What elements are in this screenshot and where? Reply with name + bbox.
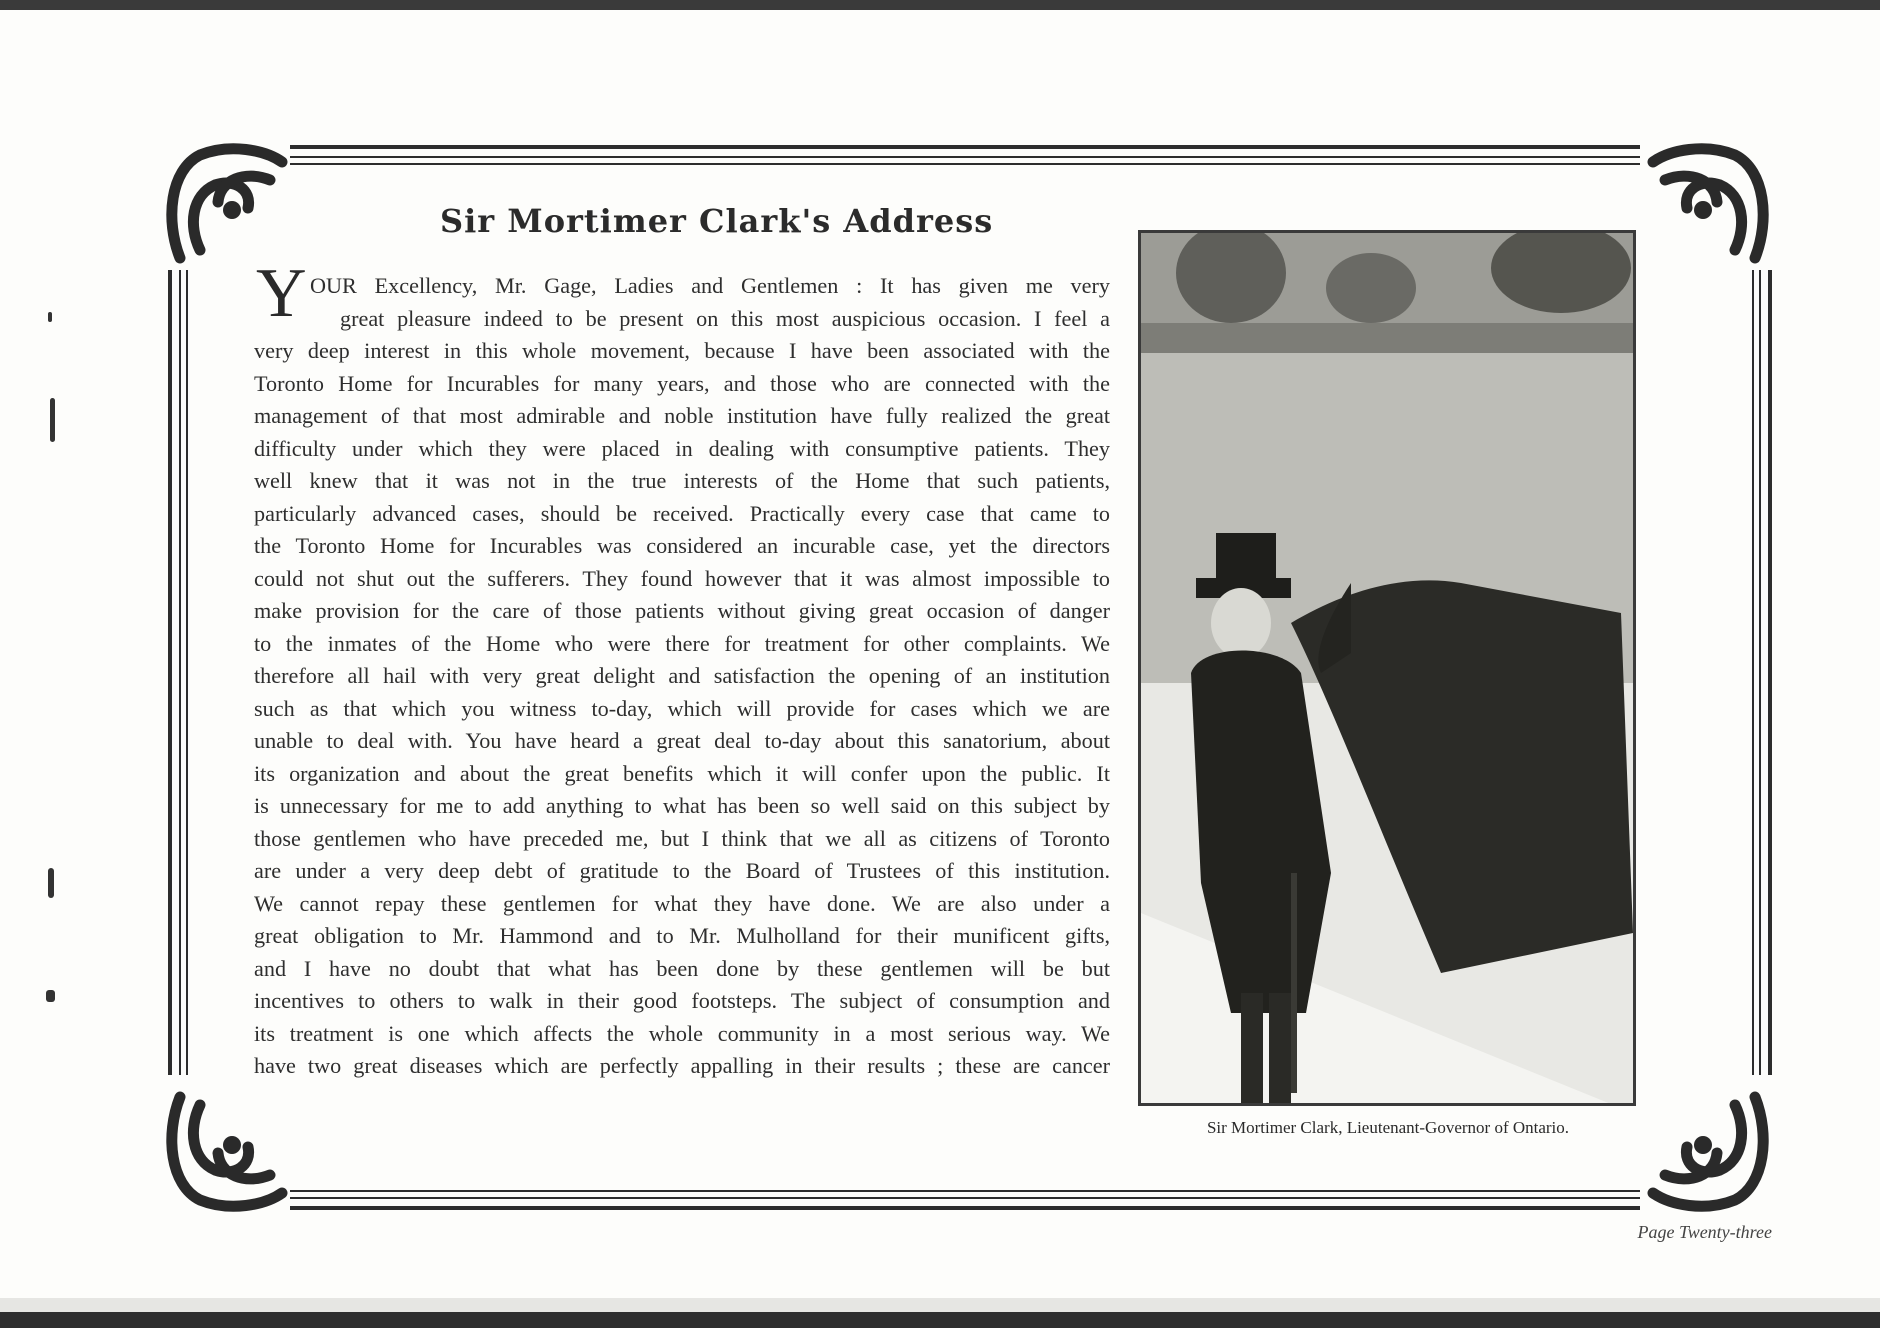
text-line: We cannot repay these gentlemen for what they have done. We are also under a <box>254 890 1110 916</box>
text-line: great obligation to Mr. Hammond and to Mr. Mulholland for their munificent gifts, <box>254 923 1110 948</box>
text-line: management of that most admirable and noble institution have fully realized the great <box>254 403 1110 428</box>
text-line: the Toronto Home for Incurables was considered an incurable case, yet the directors <box>254 533 1110 558</box>
text-line: are under a very deep debt of gratitude to the Board of Trustees of this institution. <box>254 858 1110 883</box>
text-line: well knew that it was not in the true interests of the Home that such patients, <box>254 468 1110 493</box>
address-body <box>254 270 1110 1083</box>
photo-caption: Sir Mortimer Clark, Lieutenant-Governor of Ontario. <box>1206 1118 1570 1137</box>
text-line: such as that which you witness to-day, which will provide for cases which we are <box>254 695 1110 721</box>
text-line: great pleasure indeed to be present on this most auspicious occasion. I feel a <box>340 305 1110 331</box>
text-line: and I have no doubt that what has been done by these gentlemen will be but <box>254 955 1110 981</box>
text-line: difficulty under which they were placed in dealing with consumptive patients. They <box>254 435 1110 461</box>
corner-ornament-icon <box>1645 1085 1775 1215</box>
photo-scene-icon <box>1141 233 1633 1103</box>
text-line: make provision for the care of those patients without giving great occasion of danger <box>254 598 1110 623</box>
text-line: therefore all hail with very great delight and satisfaction the opening of an institution <box>254 663 1110 688</box>
corner-ornament-icon <box>160 1085 290 1215</box>
page-number: Page Twenty-three <box>1637 1222 1772 1242</box>
page-title: Sir Mortimer Clark's Address <box>440 202 994 240</box>
text-line: to the inmates of the Home who were there for treatment for other complaints. We <box>254 630 1110 656</box>
text-line: could not shut out the sufferers. They found however that it was almost impossible to <box>254 565 1110 591</box>
corner-ornament-icon <box>160 140 290 270</box>
corner-ornament-icon <box>1645 140 1775 270</box>
text-line: particularly advanced cases, should be received. Practically every case that came to <box>254 500 1110 526</box>
text-line: unable to deal with. You have heard a great deal to-day about this sanatorium, about <box>254 728 1110 753</box>
text-line: OUR Excellency, Mr. Gage, Ladies and Gentlemen : It has given me very <box>310 273 1110 298</box>
text-line: incentives to others to walk in their good footsteps. The subject of consumption and <box>254 988 1110 1013</box>
text-line: have two great diseases which are perfectly appalling in their results ; these are cancer <box>254 1053 1110 1078</box>
portrait-photo <box>1138 230 1636 1106</box>
text-line: its treatment is one which affects the whole community in a most serious way. We <box>254 1020 1110 1046</box>
drop-cap: Y <box>256 255 307 332</box>
text-line: very deep interest in this whole movement, because I have been associated with the <box>254 338 1110 363</box>
text-line: Toronto Home for Incurables for many years, and those who are connected with the <box>254 370 1110 396</box>
text-line: is unnecessary for me to add anything to what has been so well said on this subject by <box>254 793 1110 818</box>
text-line: its organization and about the great benefits which it will confer upon the public. It <box>254 760 1110 786</box>
text-line: those gentlemen who have preceded me, but I think that we all as citizens of Toronto <box>254 825 1110 851</box>
